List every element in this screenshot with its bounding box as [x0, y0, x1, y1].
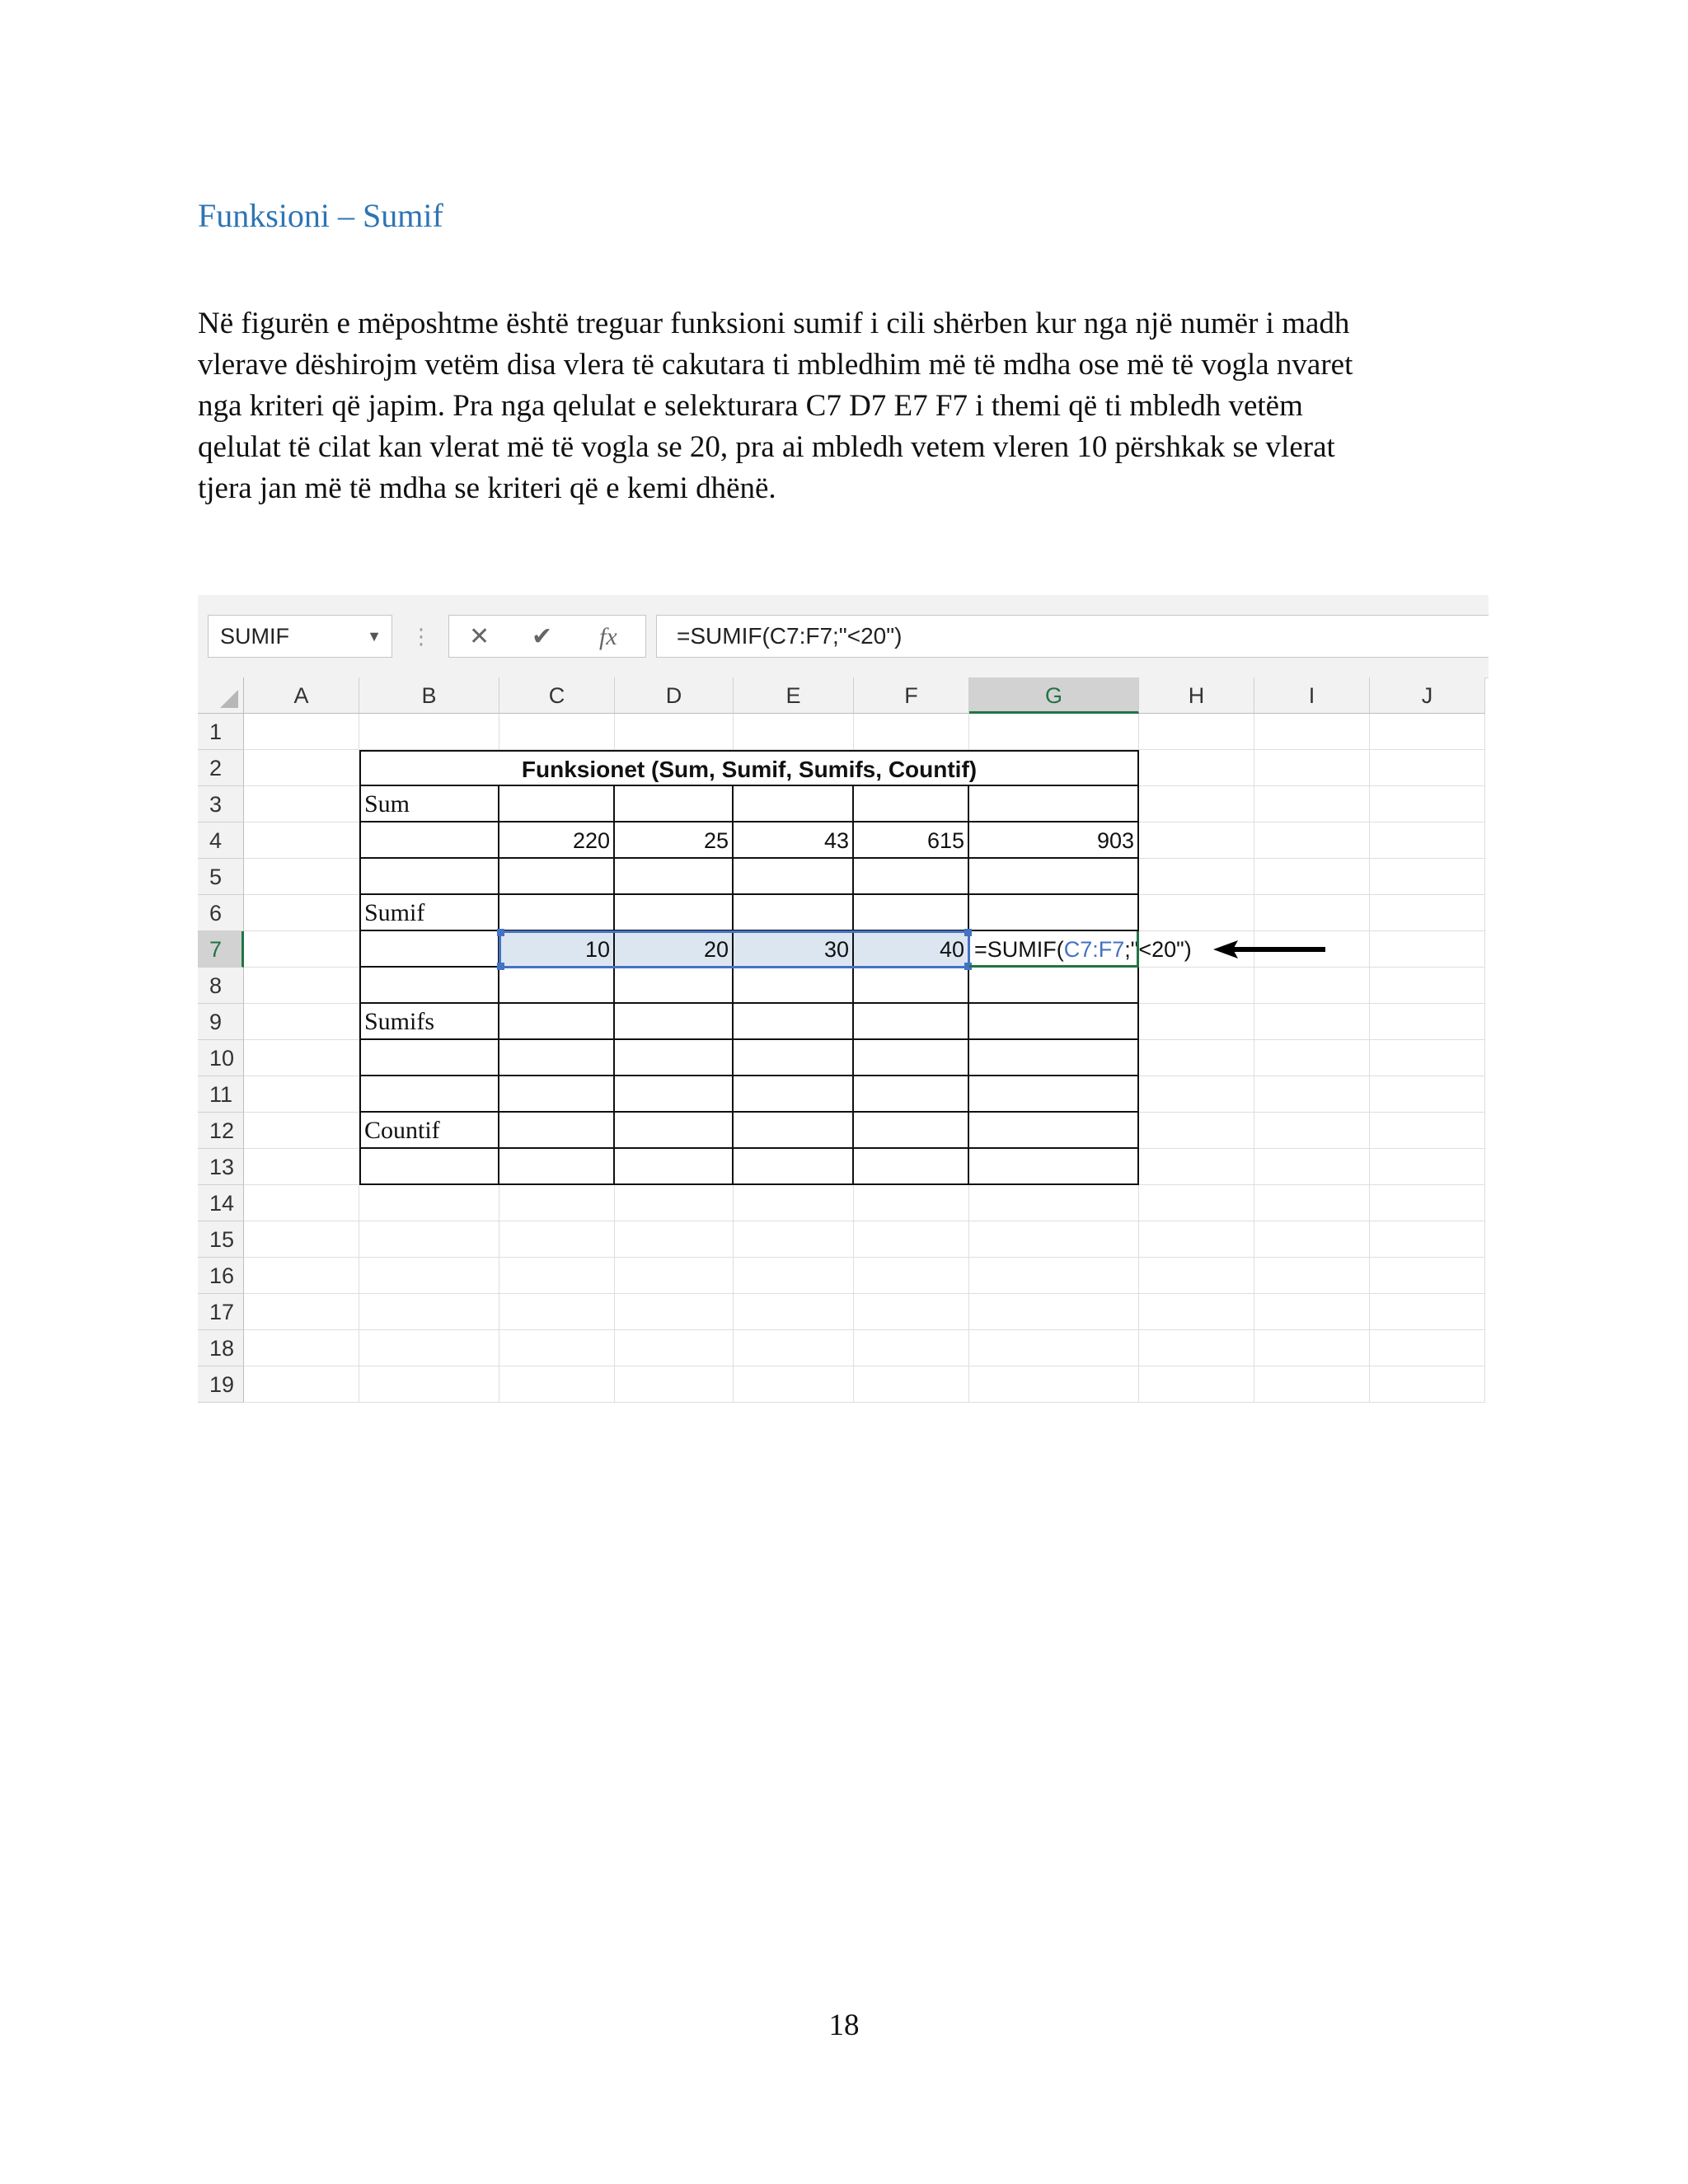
row-header-11[interactable]: 11 — [198, 1076, 244, 1113]
column-header-d[interactable]: D — [615, 677, 734, 714]
cell-i16[interactable] — [1254, 1258, 1370, 1294]
cell-f17[interactable] — [854, 1294, 969, 1330]
cell-f16[interactable] — [854, 1258, 969, 1294]
excel-screenshot — [198, 595, 1489, 1408]
cell-g11[interactable] — [969, 1076, 1139, 1113]
cell-c11[interactable] — [499, 1076, 615, 1113]
cell-a17[interactable] — [244, 1294, 359, 1330]
cell-h6[interactable] — [1139, 895, 1254, 931]
formula-prefix: =SUMIF( — [974, 937, 1064, 962]
cell-f14[interactable] — [854, 1185, 969, 1221]
formula-input[interactable]: =SUMIF(C7:F7;"<20") — [656, 615, 1489, 658]
cell-g9[interactable] — [969, 1004, 1139, 1040]
cell-d7[interactable]: 20 — [615, 931, 734, 968]
cell-e14[interactable] — [734, 1185, 854, 1221]
cell-j6[interactable] — [1370, 895, 1485, 931]
cell-c9[interactable] — [499, 1004, 615, 1040]
cell-g16[interactable] — [969, 1258, 1139, 1294]
cell-j19[interactable] — [1370, 1366, 1485, 1403]
dropdown-arrow-icon[interactable]: ▼ — [367, 628, 382, 644]
row-header-1[interactable]: 1 — [198, 714, 244, 750]
cell-j11[interactable] — [1370, 1076, 1485, 1113]
cell-b14[interactable] — [359, 1185, 499, 1221]
cell-e17[interactable] — [734, 1294, 854, 1330]
row-header-17[interactable]: 17 — [198, 1294, 244, 1330]
row-header-4[interactable]: 4 — [198, 823, 244, 859]
body-paragraph — [198, 303, 1484, 509]
cell-d19[interactable] — [615, 1366, 734, 1403]
cell-c6[interactable] — [499, 895, 615, 931]
cell-i5[interactable] — [1254, 859, 1370, 895]
cell-c12[interactable] — [499, 1113, 615, 1149]
cell-a7[interactable] — [244, 931, 359, 968]
cell-a15[interactable] — [244, 1221, 359, 1258]
cell-h10[interactable] — [1139, 1040, 1254, 1076]
cell-d5[interactable] — [615, 859, 734, 895]
cell-j13[interactable] — [1370, 1149, 1485, 1185]
cell-a16[interactable] — [244, 1258, 359, 1294]
column-header-f[interactable]: F — [854, 677, 969, 714]
cell-h4[interactable] — [1139, 823, 1254, 859]
cell-b1[interactable] — [359, 714, 499, 750]
column-header-i[interactable]: I — [1254, 677, 1370, 714]
paragraph-line: nga kriteri që japim. Pra nga qelulat e selekturara C7 D7 E7 F7 i themi që ti mbledh vetëm — [198, 389, 1303, 423]
cell-f19[interactable] — [854, 1366, 969, 1403]
cell-g15[interactable] — [969, 1221, 1139, 1258]
cell-f5[interactable] — [854, 859, 969, 895]
cell-b12[interactable]: Countif — [359, 1113, 499, 1149]
cell-a19[interactable] — [244, 1366, 359, 1403]
cell-b13[interactable] — [359, 1149, 499, 1185]
cell-i11[interactable] — [1254, 1076, 1370, 1113]
cell-i18[interactable] — [1254, 1330, 1370, 1366]
cell-a8[interactable] — [244, 968, 359, 1004]
row-header-2[interactable]: 2 — [198, 750, 244, 786]
cell-f7[interactable]: 40 — [854, 931, 969, 968]
cell-j10[interactable] — [1370, 1040, 1485, 1076]
cell-a4[interactable] — [244, 823, 359, 859]
cell-g3[interactable] — [969, 786, 1139, 823]
cell-g17[interactable] — [969, 1294, 1139, 1330]
select-all-triangle-icon — [220, 690, 238, 708]
arrow-left-icon — [1213, 937, 1329, 962]
cell-i2[interactable] — [1254, 750, 1370, 786]
row-header-9[interactable]: 9 — [198, 1004, 244, 1040]
cell-f4[interactable]: 615 — [854, 823, 969, 859]
cell-h12[interactable] — [1139, 1113, 1254, 1149]
cell-g5[interactable] — [969, 859, 1139, 895]
row-header-14[interactable]: 14 — [198, 1185, 244, 1221]
cell-e12[interactable] — [734, 1113, 854, 1149]
name-box-value: SUMIF — [220, 624, 289, 649]
formula-bar-area — [198, 595, 1489, 678]
cell-d10[interactable] — [615, 1040, 734, 1076]
cell-b19[interactable] — [359, 1366, 499, 1403]
cell-b10[interactable] — [359, 1040, 499, 1076]
row-header-7[interactable]: 7 — [198, 931, 244, 968]
cell-b15[interactable] — [359, 1221, 499, 1258]
cell-c8[interactable] — [499, 968, 615, 1004]
cell-f15[interactable] — [854, 1221, 969, 1258]
cell-d17[interactable] — [615, 1294, 734, 1330]
cell-i19[interactable] — [1254, 1366, 1370, 1403]
cell-j2[interactable] — [1370, 750, 1485, 786]
row-header-8[interactable]: 8 — [198, 968, 244, 1004]
cell-j9[interactable] — [1370, 1004, 1485, 1040]
cell-h3[interactable] — [1139, 786, 1254, 823]
column-header-e[interactable]: E — [734, 677, 854, 714]
cell-d3[interactable] — [615, 786, 734, 823]
cell-g1[interactable] — [969, 714, 1139, 750]
cell-c5[interactable] — [499, 859, 615, 895]
cell-g12[interactable] — [969, 1113, 1139, 1149]
cell-j16[interactable] — [1370, 1258, 1485, 1294]
cell-j5[interactable] — [1370, 859, 1485, 895]
cell-i15[interactable] — [1254, 1221, 1370, 1258]
cell-j15[interactable] — [1370, 1221, 1485, 1258]
cell-h1[interactable] — [1139, 714, 1254, 750]
row-header-18[interactable]: 18 — [198, 1330, 244, 1366]
row-header-15[interactable]: 15 — [198, 1221, 244, 1258]
cell-j12[interactable] — [1370, 1113, 1485, 1149]
cell-h15[interactable] — [1139, 1221, 1254, 1258]
cell-f18[interactable] — [854, 1330, 969, 1366]
cell-h18[interactable] — [1139, 1330, 1254, 1366]
cell-a9[interactable] — [244, 1004, 359, 1040]
cell-c7[interactable]: 10 — [499, 931, 615, 968]
cell-f9[interactable] — [854, 1004, 969, 1040]
paragraph-line: tjera jan më të mdha se kriteri që e kemi dhënë. — [198, 471, 776, 505]
cell-i3[interactable] — [1254, 786, 1370, 823]
cell-g4[interactable]: 903 — [969, 823, 1139, 859]
cell-e7[interactable]: 30 — [734, 931, 854, 968]
cell-b6[interactable]: Sumif — [359, 895, 499, 931]
cell-d8[interactable] — [615, 968, 734, 1004]
cell-g19[interactable] — [969, 1366, 1139, 1403]
formula-controls — [448, 615, 646, 658]
cell-i9[interactable] — [1254, 1004, 1370, 1040]
cell-j8[interactable] — [1370, 968, 1485, 1004]
cell-i12[interactable] — [1254, 1113, 1370, 1149]
cell-e9[interactable] — [734, 1004, 854, 1040]
cell-a13[interactable] — [244, 1149, 359, 1185]
cell-j18[interactable] — [1370, 1330, 1485, 1366]
cell-a1[interactable] — [244, 714, 359, 750]
cell-h16[interactable] — [1139, 1258, 1254, 1294]
cell-f1[interactable] — [854, 714, 969, 750]
cell-b9[interactable]: Sumifs — [359, 1004, 499, 1040]
cell-g8[interactable] — [969, 968, 1139, 1004]
cell-i13[interactable] — [1254, 1149, 1370, 1185]
cell-h2[interactable] — [1139, 750, 1254, 786]
cell-e15[interactable] — [734, 1221, 854, 1258]
cell-h13[interactable] — [1139, 1149, 1254, 1185]
cell-c18[interactable] — [499, 1330, 615, 1366]
column-header-j[interactable]: J — [1370, 677, 1485, 714]
row-header-10[interactable]: 10 — [198, 1040, 244, 1076]
cell-b7[interactable] — [359, 931, 499, 968]
cell-c13[interactable] — [499, 1149, 615, 1185]
cell-a5[interactable] — [244, 859, 359, 895]
cell-i17[interactable] — [1254, 1294, 1370, 1330]
cell-f8[interactable] — [854, 968, 969, 1004]
cell-h17[interactable] — [1139, 1294, 1254, 1330]
cell-d13[interactable] — [615, 1149, 734, 1185]
row-header-3[interactable]: 3 — [198, 786, 244, 823]
cell-a12[interactable] — [244, 1113, 359, 1149]
paragraph-line: Në figurën e mëposhtme është treguar funksioni sumif i cili shërben kur nga një numër i madh — [198, 307, 1350, 340]
name-box[interactable] — [208, 615, 392, 658]
paragraph-line: vlerave dëshirojm vetëm disa vlera të cakutara ti mbledhim më të mdha ose më të vogla nvaret — [198, 348, 1353, 382]
cancel-icon[interactable]: ✕ — [469, 623, 490, 650]
cell-g18[interactable] — [969, 1330, 1139, 1366]
cell-f13[interactable] — [854, 1149, 969, 1185]
cell-j1[interactable] — [1370, 714, 1485, 750]
cell-e6[interactable] — [734, 895, 854, 931]
row-header-12[interactable]: 12 — [198, 1113, 244, 1149]
cell-g13[interactable] — [969, 1149, 1139, 1185]
cell-d14[interactable] — [615, 1185, 734, 1221]
cell-f12[interactable] — [854, 1113, 969, 1149]
cell-d18[interactable] — [615, 1330, 734, 1366]
cell-g14[interactable] — [969, 1185, 1139, 1221]
select-all-corner[interactable] — [198, 677, 244, 714]
cell-h9[interactable] — [1139, 1004, 1254, 1040]
function-icon[interactable]: fx — [599, 623, 617, 650]
cell-e4[interactable]: 43 — [734, 823, 854, 859]
row-header-19[interactable]: 19 — [198, 1366, 244, 1403]
cell-e11[interactable] — [734, 1076, 854, 1113]
cell-i1[interactable] — [1254, 714, 1370, 750]
cell-d4[interactable]: 25 — [615, 823, 734, 859]
cell-c3[interactable] — [499, 786, 615, 823]
cell-i4[interactable] — [1254, 823, 1370, 859]
cell-e1[interactable] — [734, 714, 854, 750]
cell-e3[interactable] — [734, 786, 854, 823]
column-header-b[interactable]: B — [359, 677, 499, 714]
cell-a3[interactable] — [244, 786, 359, 823]
cell-j4[interactable] — [1370, 823, 1485, 859]
cell-d15[interactable] — [615, 1221, 734, 1258]
cell-b8[interactable] — [359, 968, 499, 1004]
cell-b5[interactable] — [359, 859, 499, 895]
cell-h11[interactable] — [1139, 1076, 1254, 1113]
cell-g6[interactable] — [969, 895, 1139, 931]
formula-range-ref: C7:F7 — [1063, 937, 1125, 962]
cell-d1[interactable] — [615, 714, 734, 750]
column-header-g[interactable]: G — [969, 677, 1139, 714]
cell-c16[interactable] — [499, 1258, 615, 1294]
paragraph-line: qelulat të cilat kan vlerat më të vogla se 20, pra ai mbledh vetem vleren 10 përshkak se vlerat — [198, 430, 1335, 464]
cell-b16[interactable] — [359, 1258, 499, 1294]
cell-f6[interactable] — [854, 895, 969, 931]
cell-i8[interactable] — [1254, 968, 1370, 1004]
row-header-6[interactable]: 6 — [198, 895, 244, 931]
row-header-13[interactable]: 13 — [198, 1149, 244, 1185]
column-header-h[interactable]: H — [1139, 677, 1254, 714]
cell-f11[interactable] — [854, 1076, 969, 1113]
cell-g10[interactable] — [969, 1040, 1139, 1076]
cell-c14[interactable] — [499, 1185, 615, 1221]
cell-c19[interactable] — [499, 1366, 615, 1403]
cell-d6[interactable] — [615, 895, 734, 931]
cell-i6[interactable] — [1254, 895, 1370, 931]
page-heading: Funksioni – Sumif — [198, 197, 443, 234]
cell-f3[interactable] — [854, 786, 969, 823]
cell-h5[interactable] — [1139, 859, 1254, 895]
row-header-16[interactable]: 16 — [198, 1258, 244, 1294]
column-header-a[interactable]: A — [244, 677, 359, 714]
cell-j14[interactable] — [1370, 1185, 1485, 1221]
formula-criteria: ;"<20") — [1124, 937, 1192, 962]
cell-e10[interactable] — [734, 1040, 854, 1076]
cell-b3[interactable]: Sum — [359, 786, 499, 823]
cell-a6[interactable] — [244, 895, 359, 931]
cell-e16[interactable] — [734, 1258, 854, 1294]
cell-c4[interactable]: 220 — [499, 823, 615, 859]
page-number: 18 — [828, 2008, 860, 2042]
cell-j17[interactable] — [1370, 1294, 1485, 1330]
cell-e18[interactable] — [734, 1330, 854, 1366]
cell-h14[interactable] — [1139, 1185, 1254, 1221]
cell-f10[interactable] — [854, 1040, 969, 1076]
cell-a14[interactable] — [244, 1185, 359, 1221]
cell-a2[interactable] — [244, 750, 359, 786]
cell-b18[interactable] — [359, 1330, 499, 1366]
cell-e5[interactable] — [734, 859, 854, 895]
cell-j7[interactable] — [1370, 931, 1485, 968]
cell-h19[interactable] — [1139, 1366, 1254, 1403]
cell-b17[interactable] — [359, 1294, 499, 1330]
cell-e13[interactable] — [734, 1149, 854, 1185]
cell-a11[interactable] — [244, 1076, 359, 1113]
table-title[interactable]: Funksionet (Sum, Sumif, Sumifs, Countif) — [359, 750, 1139, 786]
column-header-c[interactable]: C — [499, 677, 615, 714]
cell-a10[interactable] — [244, 1040, 359, 1076]
cell-d16[interactable] — [615, 1258, 734, 1294]
cell-j3[interactable] — [1370, 786, 1485, 823]
cell-a18[interactable] — [244, 1330, 359, 1366]
cell-c1[interactable] — [499, 714, 615, 750]
cell-i14[interactable] — [1254, 1185, 1370, 1221]
cell-h8[interactable] — [1139, 968, 1254, 1004]
cell-d11[interactable] — [615, 1076, 734, 1113]
check-icon[interactable]: ✔ — [532, 623, 553, 650]
row-header-5[interactable]: 5 — [198, 859, 244, 895]
cell-d12[interactable] — [615, 1113, 734, 1149]
cell-i10[interactable] — [1254, 1040, 1370, 1076]
cell-e19[interactable] — [734, 1366, 854, 1403]
cell-c10[interactable] — [499, 1040, 615, 1076]
drag-handle-icon[interactable]: ⋮ — [410, 624, 432, 649]
cell-c15[interactable] — [499, 1221, 615, 1258]
cell-b4[interactable] — [359, 823, 499, 859]
cell-d9[interactable] — [615, 1004, 734, 1040]
cell-e8[interactable] — [734, 968, 854, 1004]
active-cell-g7[interactable] — [969, 931, 1192, 968]
cell-c17[interactable] — [499, 1294, 615, 1330]
cell-b11[interactable] — [359, 1076, 499, 1113]
